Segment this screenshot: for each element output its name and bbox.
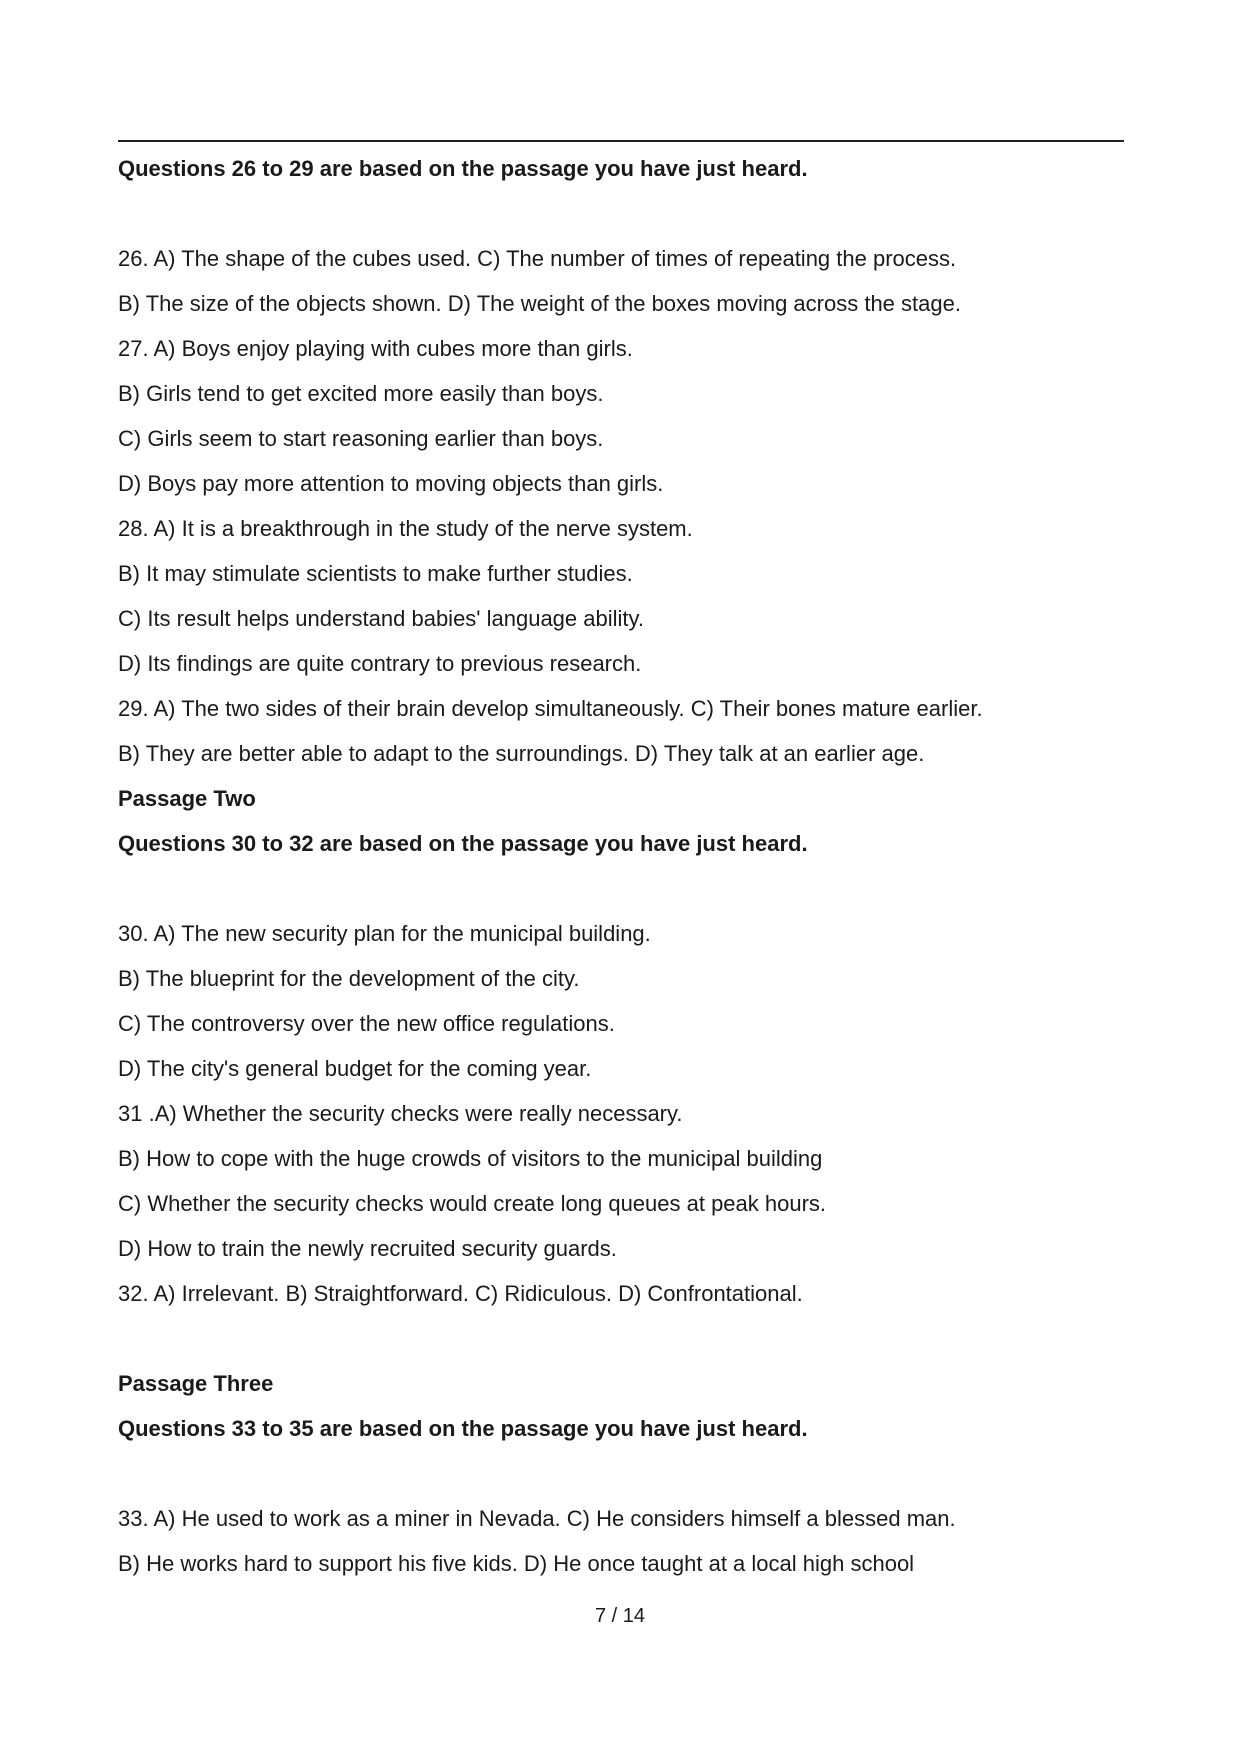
question-line: D) Its findings are quite contrary to previous research. <box>118 651 642 676</box>
question-line: D) The city's general budget for the coming year. <box>118 1056 592 1081</box>
passage-three-title: Passage Three <box>118 1371 274 1396</box>
question-line: 27. A) Boys enjoy playing with cubes more than girls. <box>118 336 633 361</box>
question-line: B) How to cope with the huge crowds of visitors to the municipal building <box>118 1146 823 1171</box>
question-line: 30. A) The new security plan for the municipal building. <box>118 921 651 946</box>
question-line: 28. A) It is a breakthrough in the study of the nerve system. <box>118 516 693 541</box>
section-header-26-29: Questions 26 to 29 are based on the passage you have just heard. <box>118 156 808 181</box>
question-line: C) Its result helps understand babies' language ability. <box>118 606 644 631</box>
section-header-33-35: Questions 33 to 35 are based on the passage you have just heard. <box>118 1416 808 1441</box>
question-line: 26. A) The shape of the cubes used. C) The number of times of repeating the process. <box>118 246 957 271</box>
page-number: 7 / 14 <box>594 1605 646 1627</box>
question-line: B) They are better able to adapt to the surroundings. D) They talk at an earlier age. <box>118 741 925 766</box>
question-line: B) The size of the objects shown. D) The weight of the boxes moving across the stage. <box>118 291 961 316</box>
top-divider <box>118 140 1124 142</box>
question-line: B) He works hard to support his five kids. D) He once taught at a local high school <box>118 1551 915 1576</box>
question-line: 32. A) Irrelevant. B) Straightforward. C) Ridiculous. D) Confrontational. <box>118 1281 803 1306</box>
question-line: D) Boys pay more attention to moving objects than girls. <box>118 471 664 496</box>
section-header-30-32: Questions 30 to 32 are based on the passage you have just heard. <box>118 831 808 856</box>
question-line: C) Girls seem to start reasoning earlier than boys. <box>118 426 604 451</box>
question-line: C) Whether the security checks would create long queues at peak hours. <box>118 1191 827 1216</box>
question-line: B) Girls tend to get excited more easily than boys. <box>118 381 604 406</box>
passage-two-title: Passage Two <box>118 786 256 811</box>
question-line: 29. A) The two sides of their brain develop simultaneously. C) Their bones mature earlier. <box>118 696 983 721</box>
question-line: D) How to train the newly recruited security guards. <box>118 1236 617 1261</box>
question-line: B) The blueprint for the development of the city. <box>118 966 580 991</box>
question-line: B) It may stimulate scientists to make further studies. <box>118 561 633 586</box>
question-line: 31 .A) Whether the security checks were really necessary. <box>118 1101 683 1126</box>
page-body <box>118 146 1124 1586</box>
question-line: 33. A) He used to work as a miner in Nevada. C) He considers himself a blessed man. <box>118 1506 956 1531</box>
question-line: C) The controversy over the new office regulations. <box>118 1011 615 1036</box>
